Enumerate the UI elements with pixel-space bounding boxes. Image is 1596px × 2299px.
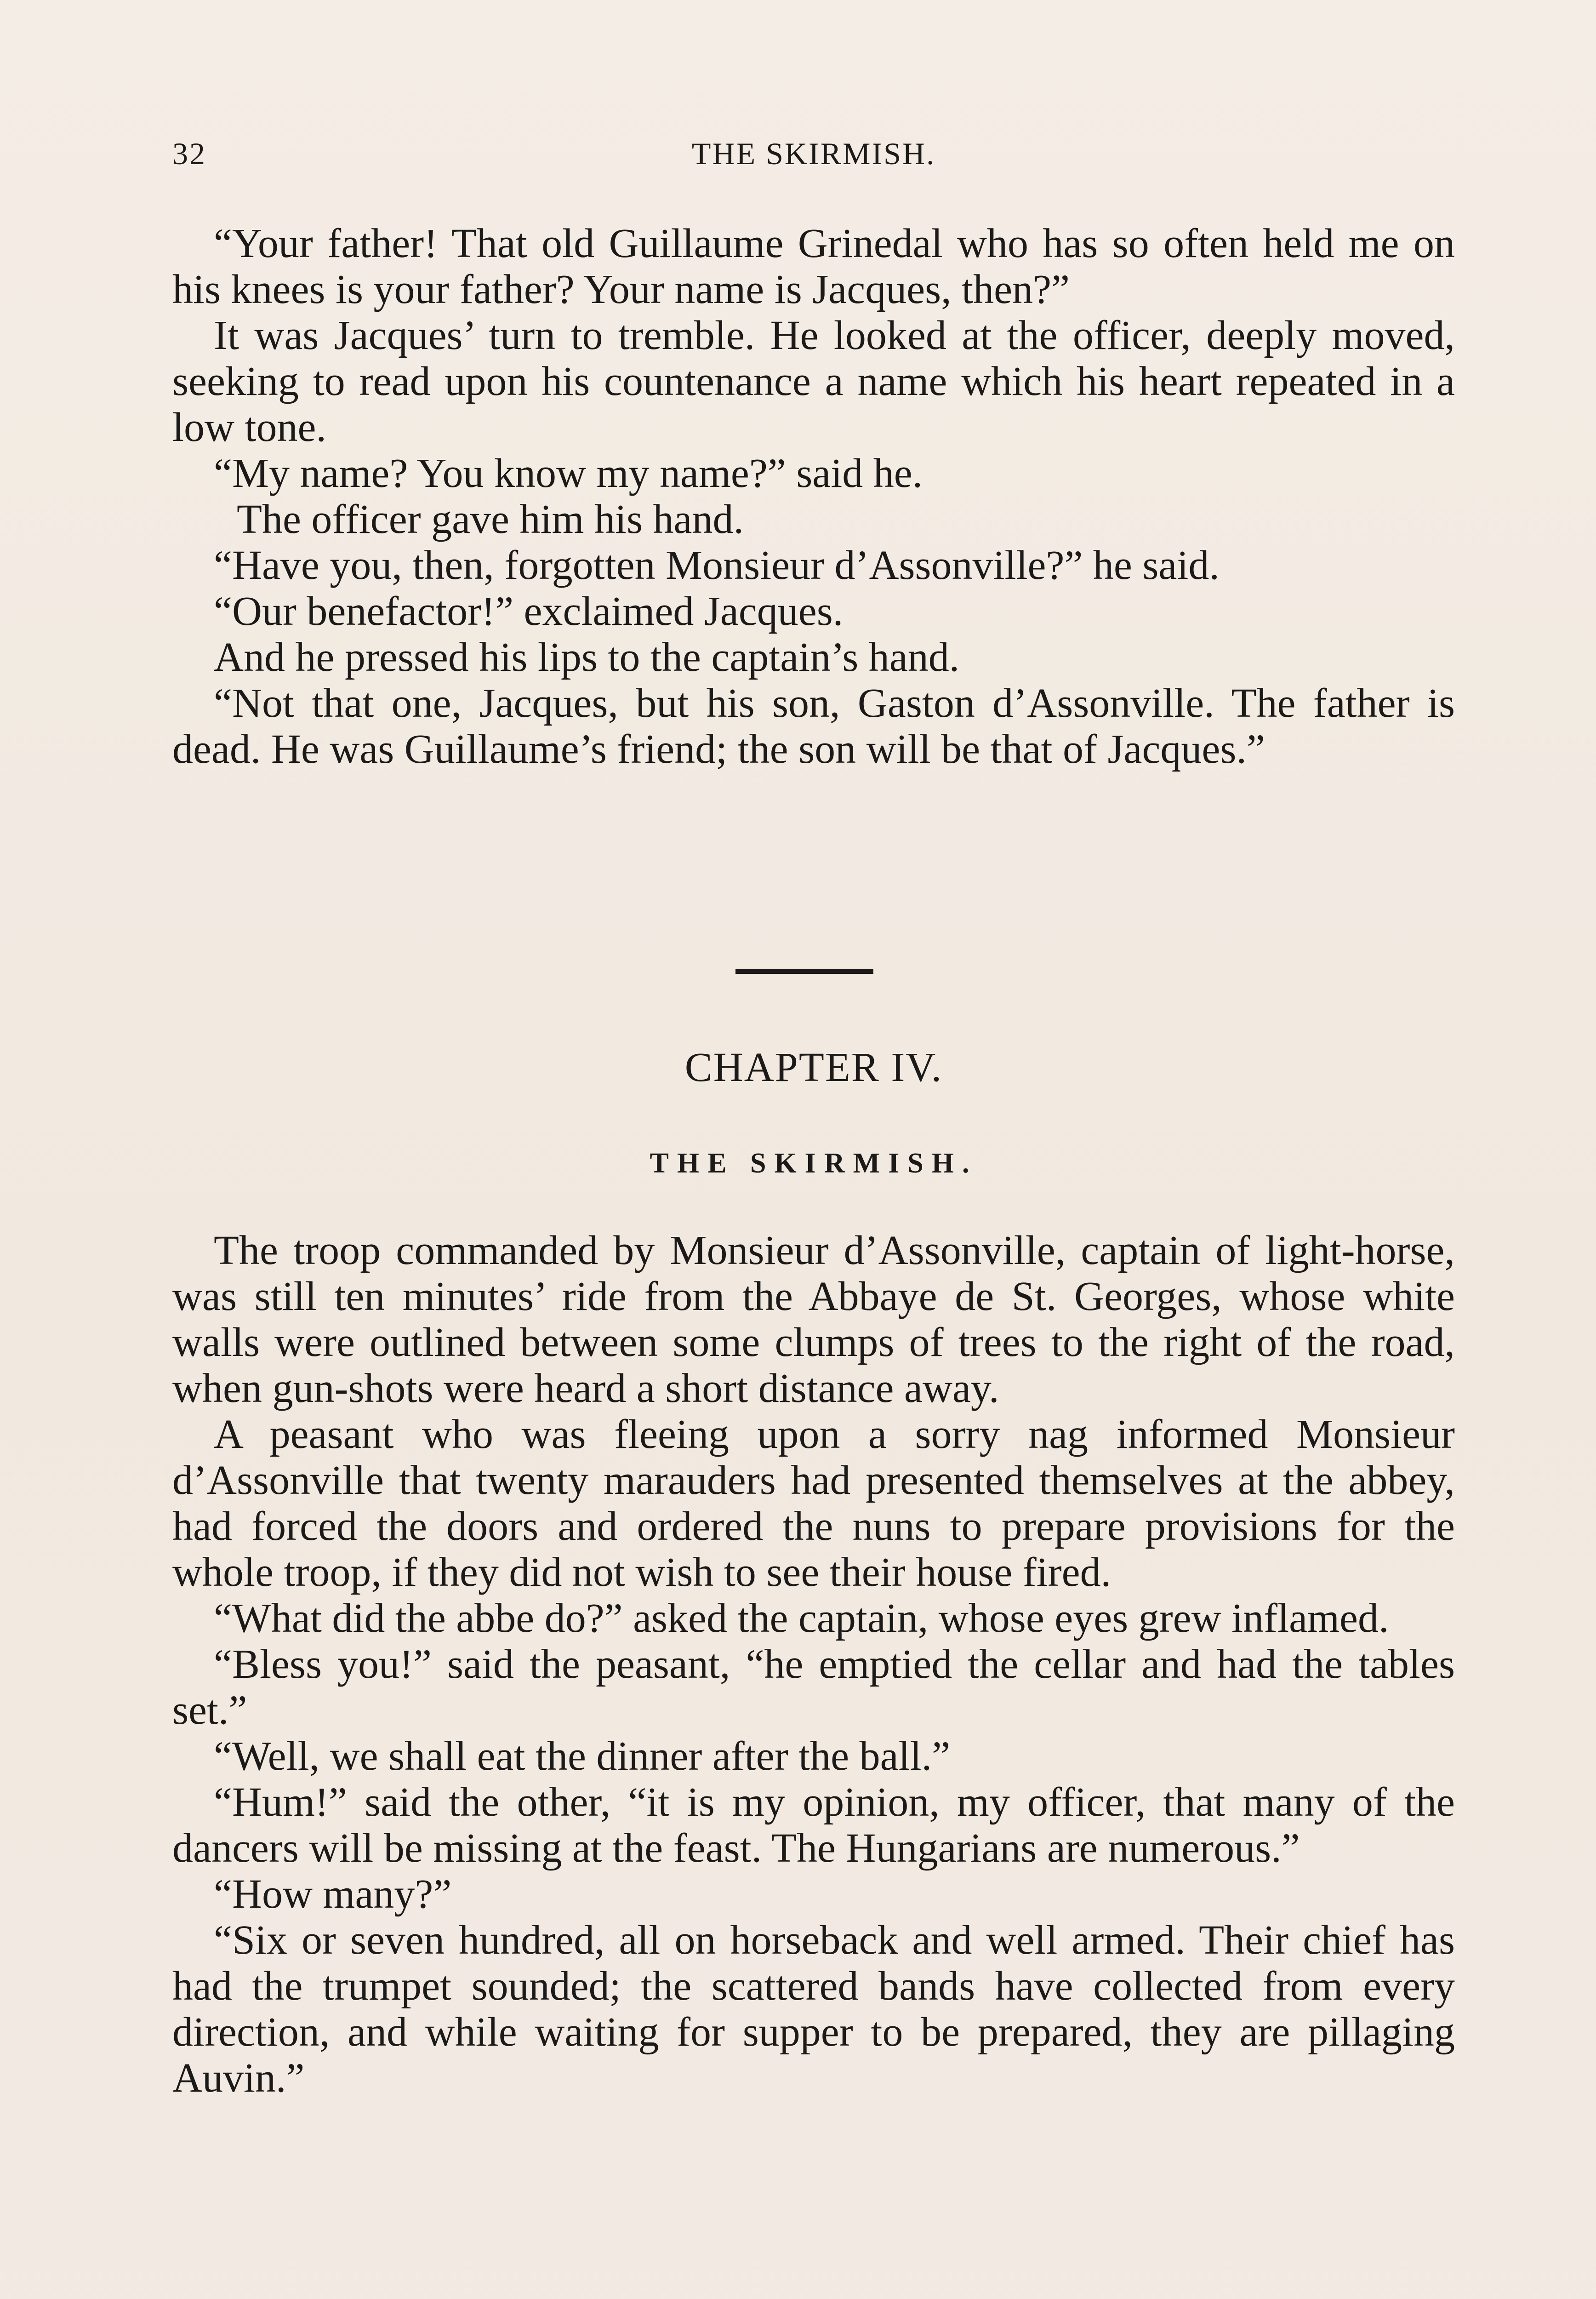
section-divider bbox=[735, 969, 873, 974]
paragraph: It was Jacques’ turn to tremble. He looked at the officer, deeply moved, seeking to read upon his countenance a name which his heart repeated in a low tone. bbox=[172, 313, 1455, 450]
paragraph: “Bless you!” said the peasant, “he emptied the cellar and had the tables set.” bbox=[172, 1641, 1455, 1733]
paragraph: “How many?” bbox=[214, 1871, 452, 1917]
paragraph: The troop commanded by Monsieur d’Assonville, captain of light-horse, was still ten minutes’ ride from the Abbaye de St. Georges, whose white walls were outlined between some clumps of trees to the right of the road, when gun-shots were heard a short distance away. bbox=[172, 1228, 1455, 1411]
page-number: 32 bbox=[172, 136, 206, 171]
paragraph: “Not that one, Jacques, but his son, Gaston d’Assonville. The father is dead. He was Guillaume’s friend; the son will be that of Jacques.” bbox=[172, 681, 1455, 772]
paragraph: “Your father! That old Guillaume Grinedal who has so often held me on his knees is your father? Your name is Jacques, then?” bbox=[172, 221, 1455, 312]
text-block-continued bbox=[172, 221, 1455, 772]
chapter-heading: CHAPTER IV. bbox=[684, 1045, 943, 1090]
paragraph: “Well, we shall eat the dinner after the ball.” bbox=[214, 1733, 951, 1779]
running-header bbox=[172, 136, 1455, 186]
running-title: THE SKIRMISH. bbox=[691, 136, 936, 171]
chapter-subtitle: THE SKIRMISH. bbox=[650, 1148, 978, 1179]
paragraph: “Hum!” said the other, “it is my opinion, my officer, that many of the dancers will be missing at the feast. The Hungarians are numerous.” bbox=[172, 1779, 1455, 1871]
paragraph: “Six or seven hundred, all on horseback and well armed. Their chief has had the trumpet sounded; the scattered bands have collected from every direction, and while waiting for supper to be prepared, they are pillaging Auvin.” bbox=[172, 1917, 1455, 2101]
paragraph: And he pressed his lips to the captain’s hand. bbox=[214, 635, 960, 680]
paragraph: The officer gave him his hand. bbox=[237, 497, 744, 542]
paragraph: “Our benefactor!” exclaimed Jacques. bbox=[214, 589, 844, 634]
paragraph: “My name? You know my name?” said he. bbox=[214, 451, 923, 496]
text-block-chapter bbox=[172, 1228, 1455, 2101]
paragraph: “Have you, then, forgotten Monsieur d’Assonville?” he said. bbox=[214, 543, 1220, 588]
paragraph: “What did the abbe do?” asked the captain, whose eyes grew inflamed. bbox=[214, 1596, 1389, 1641]
paragraph: A peasant who was fleeing upon a sorry nag informed Monsieur d’Assonville that twenty marauders had presented themselves at the abbey, had forced the doors and ordered the nuns to prepare provisions for the whole troop, if they did not wish to see their house fired. bbox=[172, 1412, 1455, 1595]
